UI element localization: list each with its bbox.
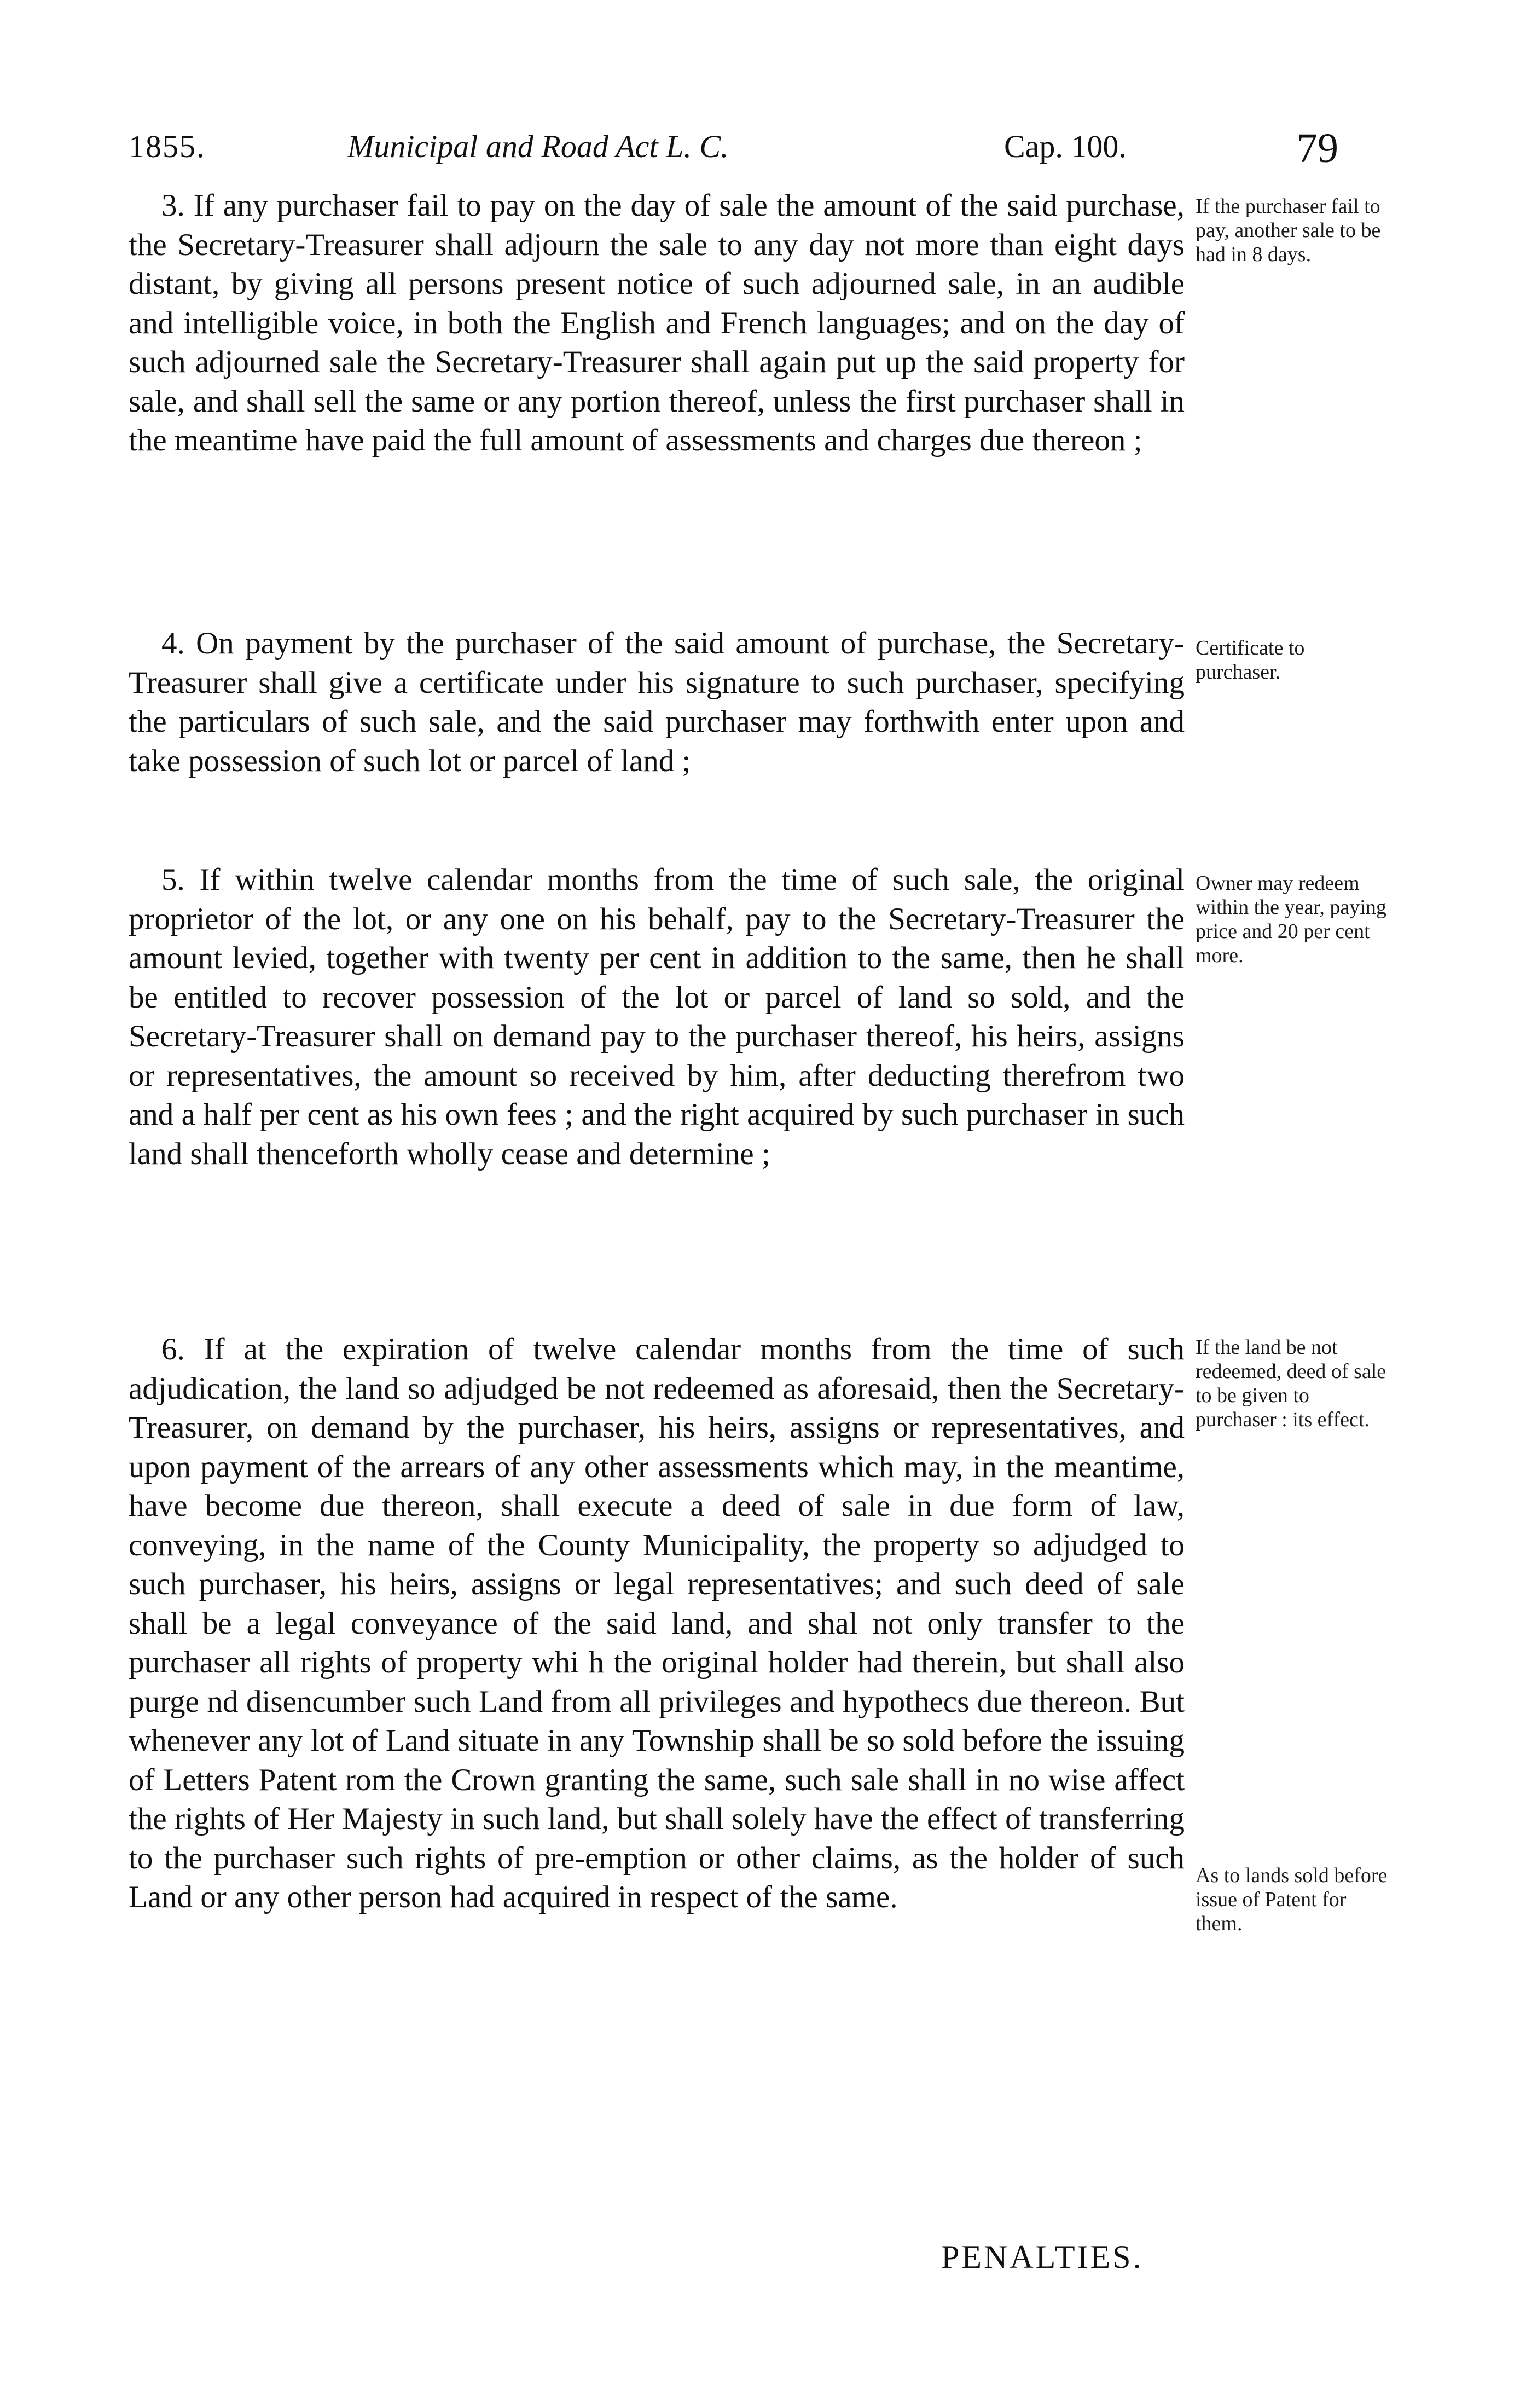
- header-year: 1855.: [129, 129, 206, 164]
- margin-note-section-4: Certificate to purchaser.: [1196, 636, 1305, 684]
- section-5-text: 5. If within twelve calendar months from the time of such sale, the original proprietor of the lot, or any one on his behalf, pay to the Secretary-Treasurer the amount levied, together with twenty per cent in addition to the same, then he shall be entitled to recover possession of the lot or parcel of land so sold, and the Secretary-Treasurer shall on demand pay to the purchaser thereof, his heirs, assigns or representatives, the amount so received by him, after deducting therefrom two and a half per cent as his own fees ; and the right acquired by such purchaser in such land shall thenceforth wholly cease and determine ;: [129, 863, 1185, 1171]
- margin-note-section-5: Owner may redeem within the year, paying price and 20 per cent more.: [1196, 872, 1386, 967]
- section-4-text: 4. On payment by the purchaser of the said amount of purchase, the Secretary-Treasurer shall give a certificate under his signature to such purchaser, specifying the particulars of such sale, and the said purchaser may forthwith enter upon and take possession of such lot or parcel of land ;: [129, 626, 1185, 778]
- header-chapter: Cap. 100.: [1004, 129, 1127, 164]
- catchword: PENALTIES.: [941, 2239, 1144, 2275]
- header-title: Municipal and Road Act L. C.: [347, 129, 729, 164]
- margin-note-section-6: If the land be not redeemed, deed of sale to be given to purchaser : its effect.: [1196, 1336, 1386, 1431]
- margin-note-section-6-patent: As to lands sold before issue of Patent for them.: [1196, 1864, 1388, 1935]
- running-header: [129, 119, 1382, 180]
- page-number: 79: [1297, 125, 1338, 171]
- margin-note-section-3: If the purchaser fail to pay, another sale to be had in 8 days.: [1196, 195, 1381, 266]
- section-6-text: 6. If at the expiration of twelve calendar months from the time of such adjudication, the land so adjudged be not redeemed as aforesaid, then the Secretary-Treasurer, on demand by the purchaser, his heirs, assigns or representatives, and upon payment of the arrears of any other assessments which may, in the meantime, have become due thereon, shall execute a deed of sale in due form of law, conveying, in the name of the County Municipality, the property so adjudged to such purchaser, his heirs, assigns or legal representatives; and such deed of sale shall be a legal conveyance of the said land, and shal not only transfer to the purchaser all rights of property whi h the original holder had therein, but shall also purge nd disencumber such Land from all privileges and hypothecs due thereon. But whenever any lot of Land situate in any Township shall be so sold before the issuing of Letters Patent rom the Crown granting the same, such sale shall in no wise affect the rights of Her Majesty in such land, but shall solely have the effect of transferring to the purchaser such rights of pre-emption or other claims, as the holder of such Land or any other person had acquired in respect of the same.: [129, 1332, 1185, 1914]
- section-3-text: 3. If any purchaser fail to pay on the day of sale the amount of the said purchase, the Secretary-Treasurer shall adjourn the sale to any day not more than eight days distant, by giving all persons present notice of such adjourned sale, in an audible and intelligible voice, in both the English and French languages; and on the day of such adjourned sale the Secretary-Treasurer shall again put up the said property for sale, and shall sell the same or any portion thereof, unless the first purchaser shall in the meantime have paid the full amount of assessments and charges due thereon ;: [129, 188, 1185, 458]
